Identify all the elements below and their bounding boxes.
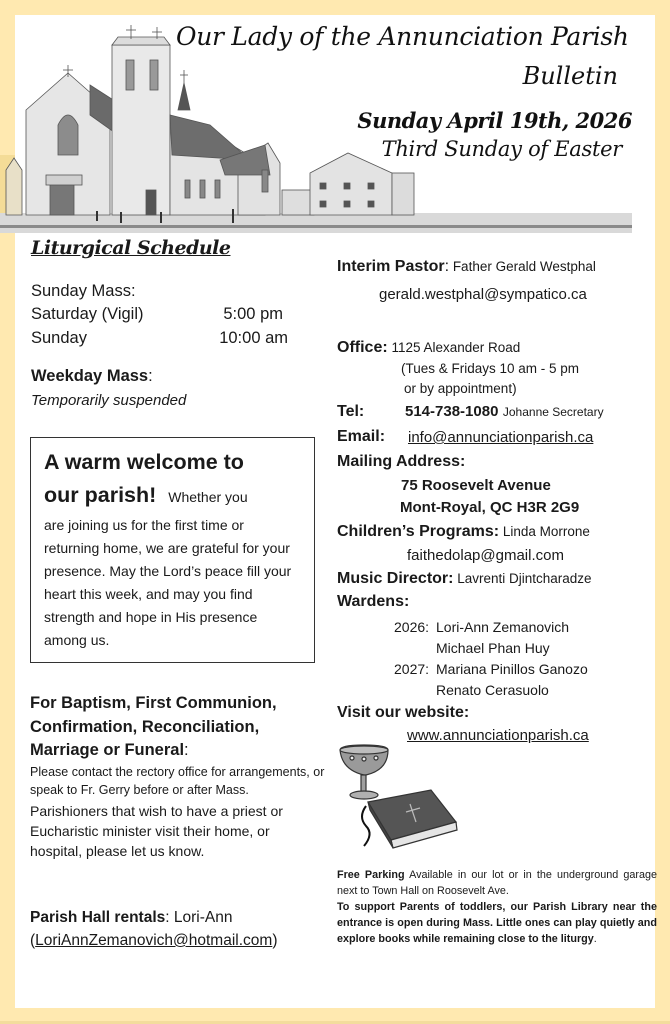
email-line [337, 428, 385, 446]
bulletin-title: Bulletin [522, 62, 618, 90]
mass-time-row [31, 329, 291, 351]
music-line [337, 570, 592, 588]
mass-time: 5:00 pm [223, 305, 283, 323]
mailing-line2: Mont-Royal, QC H3R 2G9 [400, 499, 580, 516]
tel-line [337, 403, 364, 421]
sacraments-title: For Baptism, First Communion, Confirmation, Reconciliation, Marriage or Funeral [30, 694, 277, 759]
parking-text: Available in our lot or in the underground garage next to Town Hall on Roosevelt Ave. [337, 869, 657, 897]
welcome-box [30, 437, 315, 663]
weekday-mass-line [31, 367, 301, 386]
welcome-title-line2: our parish! [44, 483, 157, 507]
parish-notes [337, 867, 657, 947]
mass-time-row [31, 305, 291, 327]
office-hours-1: (Tues & Fridays 10 am - 5 pm [401, 361, 580, 376]
pastor-email[interactable]: gerald.westphal@sympatico.ca [379, 286, 587, 303]
sacraments-title-wrap [30, 692, 325, 763]
parish-name: Our Lady of the Annunciation Parish [176, 22, 629, 51]
hall-open-paren: ( [30, 932, 36, 949]
pastor-line [337, 258, 596, 276]
mass-time: 10:00 am [219, 329, 288, 347]
sacraments-body2: Parishioners that wish to have a priest or Eucharistic minister visit their home, or hospital, please let us know. [30, 802, 283, 859]
website-line [337, 704, 469, 722]
liturgical-season: Third Sunday of Easter [381, 137, 622, 161]
weekday-colon: : [148, 367, 153, 385]
hall-rentals [30, 906, 277, 952]
office-hours-2: or by appointment) [404, 381, 517, 396]
mass-day: Sunday [31, 329, 87, 347]
hall-close-paren: ) [272, 932, 278, 949]
pastor-label: Interim Pastor [337, 258, 445, 275]
pastor-colon: : [444, 258, 450, 275]
weekday-mass-label: Weekday Mass [31, 367, 149, 385]
mass-day: Saturday (Vigil) [31, 305, 144, 323]
parking-label: Free Parking [337, 869, 405, 881]
office-address: 1125 Alexander Road [391, 340, 521, 355]
pastor-name: Father Gerald Westphal [452, 259, 596, 274]
welcome-body: are joining us for the first time or returning home, we are grateful for your presence. May the Lord’s peace fill your heart this week, and may you find strength and hope in His presence among us. [44, 517, 292, 648]
email-label: Email: [337, 428, 386, 445]
mailing-label: Mailing Address: [337, 453, 466, 470]
mailing-line1: 75 Roosevelt Avenue [401, 477, 551, 494]
hall-email-link[interactable]: LoriAnnZemanovich@hotmail.com [35, 932, 273, 949]
hall-contact: Lori-Ann [169, 909, 233, 926]
warden-name: Michael Phan Huy [436, 640, 550, 656]
children-line [337, 523, 590, 541]
welcome-title-line2-wrap [44, 479, 302, 514]
music-name: Lavrenti Djintcharadze [457, 571, 592, 586]
website-link[interactable]: www.annunciationparish.ca [407, 727, 589, 744]
welcome-title-line1: A warm welcome to [44, 450, 244, 474]
tel-value [405, 403, 604, 421]
warden-name: Renato Cerasuolo [436, 682, 549, 698]
office-line [337, 339, 520, 357]
wardens-label: Wardens: [337, 593, 410, 610]
liturgical-schedule-heading: Liturgical Schedule [31, 237, 231, 259]
music-label: Music Director: [337, 570, 454, 587]
parking-note [337, 867, 657, 899]
welcome-inline-text: Whether you [168, 489, 248, 505]
office-label: Office: [337, 339, 388, 356]
weekday-status: Temporarily suspended [31, 392, 187, 409]
tel-person: Johanne Secretary [502, 405, 604, 419]
wardens-line [337, 593, 409, 611]
warden-year-2026: 2026: [394, 619, 430, 635]
tel-label: Tel: [337, 403, 365, 420]
library-text: To support Parents of toddlers, our Parish Library near the entrance is open during Mass. Little ones can play quietly and explore books while remaining close to the liturgy [337, 901, 657, 945]
mailing-line [337, 453, 465, 471]
warden-name: Mariana Pinillos Ganozo [436, 661, 588, 677]
children-email[interactable]: faithedolap@gmail.com [407, 547, 564, 564]
sacraments-section [30, 692, 325, 861]
warden-year-2027: 2027: [394, 661, 430, 677]
children-name: Linda Morrone [502, 524, 590, 539]
hall-colon: : [165, 909, 170, 926]
website-label: Visit our website: [337, 704, 470, 721]
library-note [337, 899, 657, 947]
sunday-mass-label: Sunday Mass: [31, 282, 136, 300]
children-label: Children’s Programs: [337, 523, 500, 540]
tel-number[interactable]: 514-738-1080 [405, 403, 499, 420]
hall-label: Parish Hall rentals [30, 909, 166, 926]
parish-email-link[interactable]: info@annunciationparish.ca [408, 429, 594, 446]
chalice-bible-icon [336, 742, 461, 857]
bulletin-date: Sunday April 19th, 2026 [357, 108, 632, 133]
sacraments-body1: Please contact the rectory office for arrangements, or speak to Fr. Gerry before or after Mass. [30, 764, 325, 797]
sacraments-colon: : [184, 741, 189, 759]
warden-name: Lori-Ann Zemanovich [436, 619, 570, 635]
library-end: . [593, 933, 597, 945]
